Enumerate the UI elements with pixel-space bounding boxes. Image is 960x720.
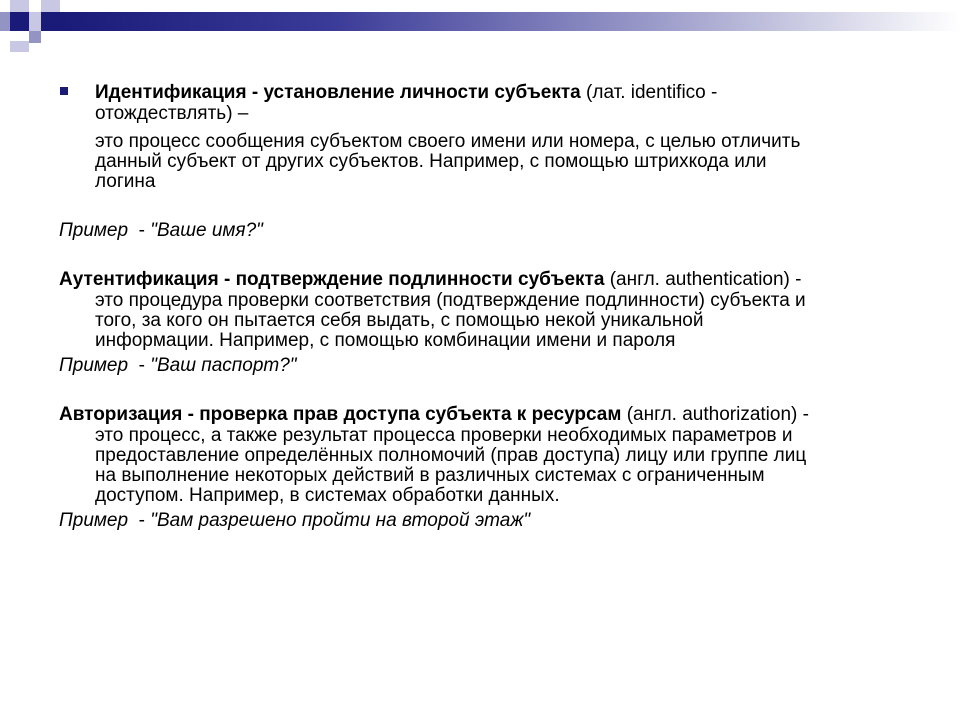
identification-desc-line: данный субъект от других субъектов. Например, с помощью штрихкода или bbox=[95, 151, 767, 172]
example-label: Пример bbox=[59, 355, 129, 376]
authentication-term: Аутентификация - подтверждение подлинности субъекта bbox=[59, 269, 605, 290]
example-sep: - bbox=[128, 220, 151, 241]
identification-gloss: (лат. identifico - bbox=[580, 82, 718, 103]
authorization-term: Авторизация - проверка прав доступа субъекта к ресурсам bbox=[59, 404, 622, 425]
example-text: "Ваше имя?" bbox=[150, 220, 263, 241]
example-label: Пример bbox=[59, 510, 129, 531]
authorization-desc-line: доступом. Например, в системах обработки данных. bbox=[95, 485, 560, 506]
authentication-desc-line: это процедура проверки соответствия (подтверждение подлинности) субъекта и bbox=[95, 290, 806, 311]
authentication-heading bbox=[59, 270, 802, 290]
example-2 bbox=[59, 356, 297, 376]
example-sep: - bbox=[128, 355, 151, 376]
example-text: "Вам разрешено пройти на второй этаж" bbox=[150, 510, 531, 531]
bullet-square-icon bbox=[60, 87, 68, 95]
identification-desc-line: логина bbox=[95, 171, 156, 192]
example-3 bbox=[59, 511, 530, 531]
identification-term: Идентификация - установление личности субъекта bbox=[95, 82, 581, 103]
authorization-desc-line: на выполнение некоторых действий в различных системах с ограниченным bbox=[95, 465, 765, 486]
authorization-desc-line: предоставление определённых полномочий (прав доступа) лицу или группе лиц bbox=[95, 445, 807, 466]
authentication-gloss: (англ. authentication) - bbox=[604, 269, 802, 290]
authentication-desc-line: того, за кого он пытается себя выдать, с помощью некой уникальной bbox=[95, 310, 704, 331]
authorization-desc-line: это процесс, а также результат процесса проверки необходимых параметров и bbox=[95, 425, 793, 446]
authentication-desc-line: информации. Например, с помощью комбинации имени и пароля bbox=[95, 330, 676, 351]
example-1 bbox=[59, 221, 263, 241]
identification-desc-line: это процесс сообщения субъектом своего имени или номера, с целью отличить bbox=[95, 131, 801, 152]
example-sep: - bbox=[128, 510, 151, 531]
example-text: "Ваш паспорт?" bbox=[150, 355, 297, 376]
authorization-gloss: (англ. authorization) - bbox=[621, 404, 809, 425]
authorization-heading bbox=[59, 405, 809, 425]
example-label: Пример bbox=[59, 220, 129, 241]
identification-gloss-cont: отождествлять) – bbox=[95, 103, 249, 124]
identification-heading bbox=[95, 83, 717, 103]
